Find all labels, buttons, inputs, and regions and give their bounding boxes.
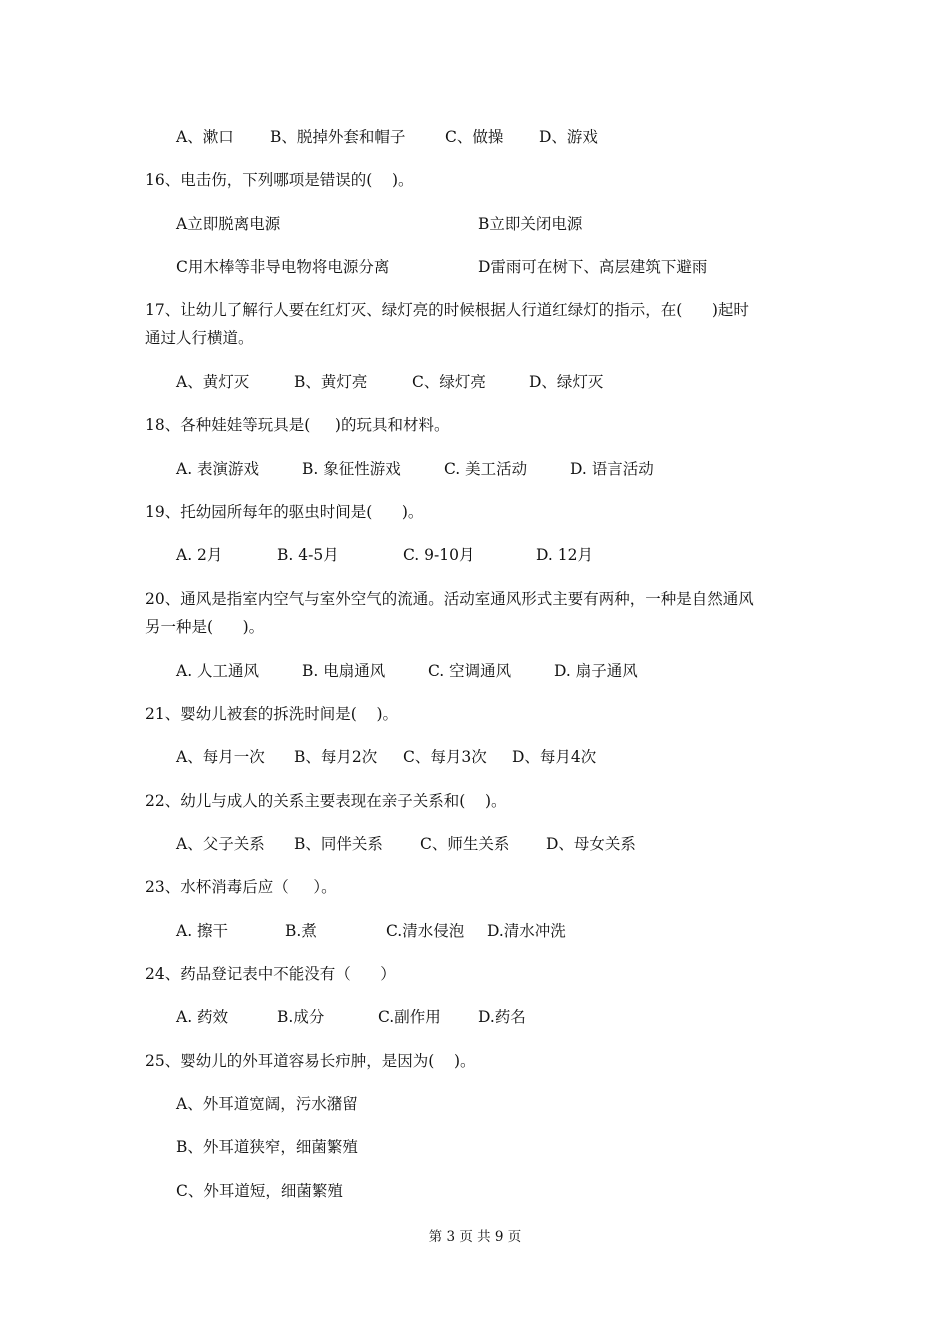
q17-option-c: C、绿灯亮 [412, 373, 486, 391]
q15-option-c: C、做操 [445, 128, 504, 146]
q21-option-b: B、每月2次 [294, 748, 378, 766]
q17-stem-line2: 通过人行横道。 [145, 329, 254, 347]
q18-option-b: B. 象征性游戏 [302, 460, 401, 478]
q20-option-d: D. 扇子通风 [554, 662, 638, 680]
q15-option-a: A、漱口 [176, 128, 234, 146]
q24-option-b: B.成分 [277, 1008, 325, 1026]
q17-option-b: B、黄灯亮 [294, 373, 368, 391]
q20-option-a: A. 人工通风 [176, 662, 260, 680]
q23-stem: 23、水杯消毒后应（ ）。 [145, 878, 337, 896]
q19-option-b: B. 4-5月 [277, 546, 339, 564]
q20-option-b: B. 电扇通风 [302, 662, 386, 680]
q18-option-a: A. 表演游戏 [176, 460, 260, 478]
q17-option-a: A、黄灯灭 [176, 373, 250, 391]
q22-option-b: B、同伴关系 [294, 835, 383, 853]
q19-stem: 19、托幼园所每年的驱虫时间是( )。 [145, 503, 424, 521]
q15-option-b: B、脱掉外套和帽子 [270, 128, 406, 146]
q24-option-d: D.药名 [478, 1008, 526, 1026]
q21-option-d: D、每月4次 [512, 748, 597, 766]
q23-option-a: A. 擦干 [176, 922, 229, 940]
q18-option-c: C. 美工活动 [444, 460, 528, 478]
q15-option-d: D、游戏 [539, 128, 598, 146]
q20-stem-line2: 另一种是( )。 [145, 618, 265, 636]
q21-option-c: C、每月3次 [403, 748, 487, 766]
q16-option-b: B立即关闭电源 [478, 215, 583, 233]
q22-option-c: C、师生关系 [420, 835, 510, 853]
q18-stem: 18、各种娃娃等玩具是( )的玩具和材料。 [145, 416, 450, 434]
page-number: 第 3 页 共 9 页 [428, 1229, 522, 1245]
q17-stem-line1: 17、让幼儿了解行人要在红灯灭、绿灯亮的时候根据人行道红绿灯的指示，在( )起时 [145, 301, 749, 319]
q25-option-b: B、外耳道狭窄，细菌繁殖 [176, 1138, 358, 1156]
q24-option-a: A. 药效 [176, 1008, 229, 1026]
q21-stem: 21、婴幼儿被套的拆洗时间是( )。 [145, 705, 399, 723]
q21-option-a: A、每月一次 [176, 748, 265, 766]
q22-stem: 22、幼儿与成人的关系主要表现在亲子关系和( )。 [145, 792, 507, 810]
q19-option-c: C. 9-10月 [403, 546, 475, 564]
q19-option-d: D. 12月 [536, 546, 593, 564]
q16-option-a: A立即脱离电源 [176, 215, 281, 233]
q16-option-d: D雷雨可在树下、高层建筑下避雨 [478, 258, 708, 276]
q18-option-d: D. 语言活动 [570, 460, 654, 478]
q20-stem-line1: 20、通风是指室内空气与室外空气的流通。活动室通风形式主要有两种，一种是自然通风 [145, 590, 754, 608]
q16-option-c: C用木棒等非导电物将电源分离 [176, 258, 390, 276]
q17-option-d: D、绿灯灭 [529, 373, 604, 391]
q23-option-c: C.清水侵泡 [386, 922, 465, 940]
q22-option-a: A、父子关系 [176, 835, 265, 853]
q25-option-a: A、外耳道宽阔，污水潴留 [176, 1095, 358, 1113]
q25-stem: 25、婴幼儿的外耳道容易长疖肿，是因为( )。 [145, 1052, 476, 1070]
q24-stem: 24、药品登记表中不能没有（ ） [145, 965, 396, 983]
q25-option-c: C、外耳道短，细菌繁殖 [176, 1182, 343, 1200]
q20-option-c: C. 空调通风 [428, 662, 512, 680]
q16-stem: 16、电击伤，下列哪项是错误的( )。 [145, 171, 414, 189]
q22-option-d: D、母女关系 [546, 835, 636, 853]
q24-option-c: C.副作用 [378, 1008, 441, 1026]
q23-option-d: D.清水冲洗 [487, 922, 566, 940]
q19-option-a: A. 2月 [176, 546, 223, 564]
q23-option-b: B.煮 [285, 922, 317, 940]
